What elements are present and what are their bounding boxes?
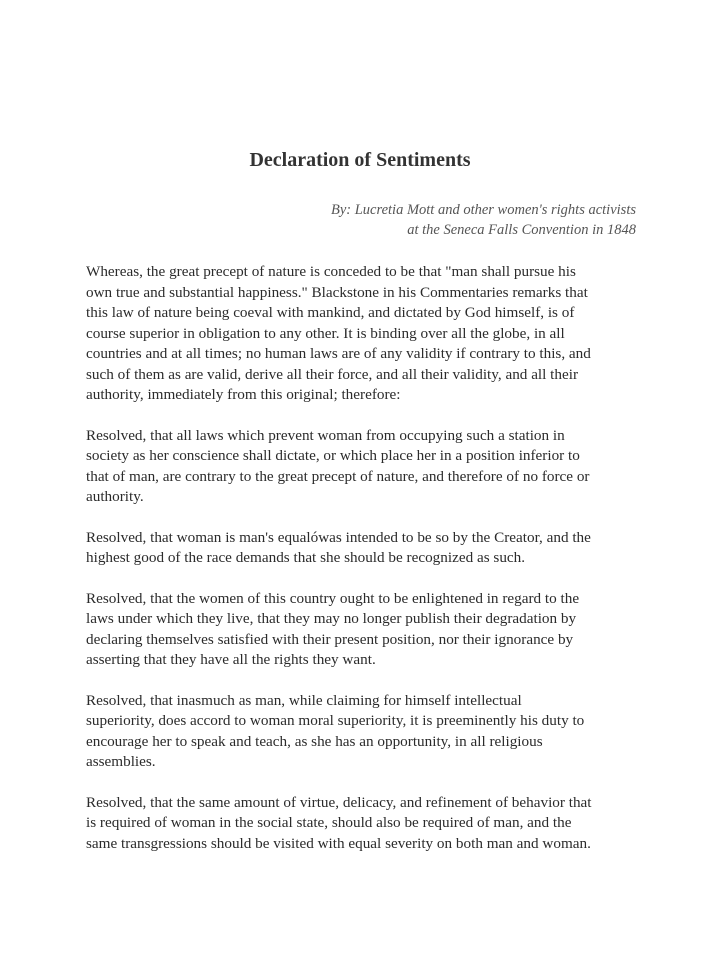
- document-title: Declaration of Sentiments: [249, 149, 471, 171]
- text-line: assemblies.: [86, 753, 156, 770]
- text-line: own true and substantial happiness." Blackstone in his Commentaries remarks that: [86, 283, 588, 301]
- text-line: this law of nature being coeval with mankind, and dictated by God himself, is of: [86, 304, 575, 321]
- text-line: highest good of the race demands that she should be recognized as such.: [86, 549, 526, 566]
- paragraph-resolved-1: [86, 426, 646, 508]
- text-line: Resolved, that the women of this country ought to be enlightened in regard to the: [86, 589, 580, 607]
- document-byline: [331, 200, 636, 240]
- paragraph-resolved-4: [86, 691, 646, 773]
- text-line: Resolved, that all laws which prevent woman from occupying such a station in: [86, 426, 565, 444]
- text-line: declaring themselves satisfied with their present position, nor their ignorance by: [86, 630, 574, 648]
- text-line: course superior in obligation to any other. It is binding over all the globe, in all: [86, 324, 565, 342]
- paragraph-resolved-5: [86, 793, 646, 855]
- paragraph-whereas: [86, 262, 646, 406]
- text-line: asserting that they have all the rights they want.: [86, 651, 376, 668]
- text-line: society as her conscience shall dictate, or which place her in a position inferior to: [86, 447, 580, 464]
- paragraph-resolved-2: [86, 528, 646, 569]
- byline-line: By: Lucretia Mott and other women's rights activists: [330, 202, 636, 218]
- text-line: Resolved, that the same amount of virtue, delicacy, and refinement of behavior that: [86, 793, 592, 811]
- text-line: authority.: [86, 488, 144, 505]
- document-body: [86, 262, 646, 854]
- text-line: laws under which they live, that they may no longer publish their degradation by: [86, 610, 577, 627]
- paragraph-resolved-3: [86, 589, 646, 671]
- text-line: is required of woman in the social state, should also be required of man, and the: [86, 814, 572, 831]
- text-line: Resolved, that woman is man's equalówas intended to be so by the Creator, and the: [86, 528, 591, 546]
- text-line: same transgressions should be visited with equal severity on both man and woman.: [86, 834, 591, 852]
- text-line: Resolved, that inasmuch as man, while claiming for himself intellectual: [86, 691, 522, 709]
- text-line: authority, immediately from this original; therefore:: [86, 386, 401, 403]
- text-line: superiority, does accord to woman moral superiority, it is preeminently his duty to: [86, 712, 585, 729]
- text-line: such of them as are valid, derive all their force, and all their validity, and all their: [86, 365, 578, 383]
- text-line: encourage her to speak and teach, as she has an opportunity, in all religious: [86, 732, 543, 750]
- text-line: countries and at all times; no human laws are of any validity if contrary to this, and: [86, 345, 591, 362]
- text-line: Whereas, the great precept of nature is conceded to be that "man shall pursue his: [86, 263, 576, 280]
- text-line: that of man, are contrary to the great precept of nature, and therefore of no force or: [86, 467, 590, 485]
- byline-line: at the Seneca Falls Convention in 1848: [407, 222, 636, 238]
